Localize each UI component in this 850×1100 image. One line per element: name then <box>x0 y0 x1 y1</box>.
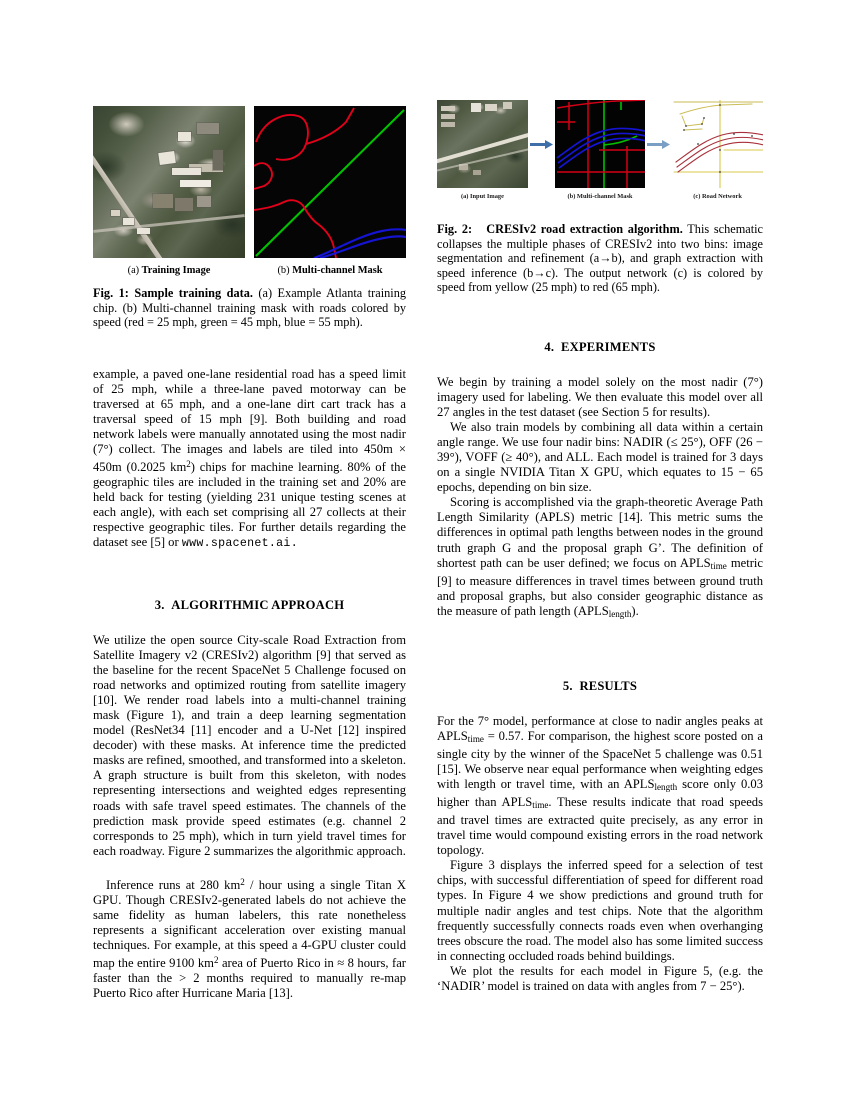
paragraph-inference-text-2: / hour using a single Titan X GPU. Though CRESIv2-generated labels do not achieve the same fidelity as human labelers, this rate nonetheless represents a significant acceleration over existing manual techniques. For example, at this speed a 4-GPU cluster could map the entire 9100 km <box>93 877 406 970</box>
mask2-svg <box>555 100 646 188</box>
section-5-title: RESULTS <box>579 679 638 693</box>
paragraph-results-2: Figure 3 displays the inferred speed for a selection of test chips, with successful differentiation of speed for different road types. In Figure 4 we show predictions and ground truth for multiple nadir angles and test chips. Note that the algorithm frequently successfully connects roads even when overhanging trees obscure the road. The model also has some limited success in connecting occluded roads behind buildings. <box>437 858 763 963</box>
left-column-inference-paragraph-block <box>93 875 406 1001</box>
figure-1-caption-body: (a) Example Atlanta training chip. (b) Multi-channel training mask with roads colored by speed (red = 25 mph, green = 45 mph, blue = 55 mph). <box>93 286 406 330</box>
paragraph-experiments-3-b: metric [9] to measure differences in travel times between ground truth and proposal graphs, but also consider geographic distance as the measure of path length (APLS <box>437 555 763 618</box>
section-5-heading-block <box>437 679 763 694</box>
paragraph-inference-text-3: area of Puerto Rico in ≈ 8 hours, far faster than the > 2 months required to manually re-map Puerto Rico after Hurricane Maria [13]. <box>93 955 406 1000</box>
figure-1-tag-b: (b) <box>277 265 290 276</box>
figure-2-label-c: (c) Road Network <box>693 193 742 200</box>
right-column-experiments-block <box>437 375 763 622</box>
figure-1-panels <box>93 106 406 258</box>
paragraph-dataset-text-1: example, a paved one-lane residential road has a speed limit of 25 mph, while a three-lane paved motorway can be traversed at 65 mph, and a one-lane dirt cart track has a traversal speed of 15 mph [9]. Both building and road network labels were manually annotated using the most nadir (7°) collect. The images and labels are tiled into 450m × 450m (0.2025 km <box>93 367 406 475</box>
mask-svg <box>254 106 406 258</box>
figure-1-label-a-text: Training Image <box>141 265 211 276</box>
figure-2-panel-road-network <box>672 100 763 188</box>
figure-2-caption-label: Fig. 2 <box>437 222 468 236</box>
paragraph-experiments-3-c: ). <box>631 603 639 618</box>
section-5-heading <box>437 679 763 694</box>
section-3-title: ALGORITHMIC APPROACH <box>171 598 345 612</box>
paragraph-results-3: We plot the results for each model in Figure 5, (e.g. the ‘NADIR’ model is trained on data with angles from 7 − 25°). <box>437 963 763 993</box>
paragraph-results-1-d: . These results indicate that road speeds and travel times are extracted quite precisely, as any error in travel time would compound existing errors in the road network topology. <box>437 795 763 858</box>
paragraph-inference <box>93 875 406 1001</box>
paragraph-results-1-a: For the 7° model, performance at close to nadir angles peaks at APLS <box>437 714 763 744</box>
section-4-number: 4. <box>544 340 555 354</box>
apls-length-subscript-2: length <box>654 782 678 793</box>
figure-2-panel-labels <box>437 193 763 200</box>
figure-2-panel-input-image <box>437 100 528 188</box>
figure-2-panel-multichannel-mask <box>555 100 646 188</box>
figure-1-panel-labels <box>93 265 406 276</box>
section-3-number: 3. <box>154 598 165 612</box>
paragraph-experiments-3 <box>437 495 763 621</box>
figure-1-panel-training-image <box>93 106 245 258</box>
figure-1-caption-title: Sample training data. <box>134 286 253 300</box>
paragraph-results-1 <box>437 714 763 858</box>
figure-1-caption-label: Fig. 1 <box>93 286 125 300</box>
figure-1 <box>93 106 406 276</box>
figure-2-arrow-a-to-b <box>528 100 555 188</box>
arrow-right-icon-2 <box>647 139 670 150</box>
figure-2-label-b: (b) Multi-channel Mask <box>567 193 633 200</box>
section-5-number: 5. <box>562 679 573 693</box>
section-3-heading-block <box>93 598 406 613</box>
paragraph-inference-text-1: Inference runs at 280 km <box>106 877 241 892</box>
superscript-squared-3: 2 <box>213 955 219 966</box>
figure-1-caption: Fig. 1: Sample training data. (a) Example Atlanta training chip. (b) Multi-channel training mask with roads colored by speed (red = 25 mph, green = 45 mph, blue = 55 mph). <box>93 286 406 330</box>
paragraph-algorithmic-approach: We utilize the open source City-scale Road Extraction from Satellite Imagery v2 (CRESIv2) algorithm [9] that served as the baseline for the recent SpaceNet 5 Challenge focused on road networks and optimized routing from satellite imagery [10]. We render road labels into a multi-channel training mask (Figure 1), and train a deep learning segmentation model (ResNet34 [11] encoder and a U-Net [12] inspired decoder) with these masks. At inference time the predicted masks are refined, smoothed, and transformed into a skeleton. A graph structure is built from this skeleton, with nodes representing intersections and weighted edges representing roads with safe travel speed estimates. The channels of the prediction mask provide speed estimates (e.g. channel 2 corresponds to 25 mph), which in turn yield travel times for each roadway. Figure 2 summarizes the algorithmic approach. <box>93 633 406 858</box>
figure-1-label-a <box>93 265 245 276</box>
left-column-dataset-paragraph-block <box>93 367 406 551</box>
right-column-results-block <box>437 714 763 994</box>
figure-1-panel-multichannel-mask <box>254 106 406 258</box>
left-column-approach-paragraph-block <box>93 633 406 859</box>
figure-1-label-b <box>254 265 406 276</box>
figure-2-label-a: (a) Input Image <box>460 193 504 200</box>
section-4-heading-block <box>437 340 763 355</box>
apls-time-subscript-2: time <box>467 734 484 745</box>
paragraph-dataset-text-2: ) chips for machine learning. 80% of the geographic tiles are included in the training set and 20% are held back for testing (yielding 231 unique testing scenes at each angle), with each set comprising all 27 collects at their respective geographic tiles. For further details regarding the dataset see [5] or <box>93 460 407 550</box>
network-svg <box>672 100 763 188</box>
section-4-title: EXPERIMENTS <box>560 340 656 354</box>
superscript-squared-2: 2 <box>240 877 245 887</box>
paragraph-experiments-3-a: Scoring is accomplished via the graph-theoretic Average Path Length Similarity (APLS) metric [14]. This metric sums the differences in optimal path lengths between nodes in the ground truth graph G and the proposal graph G’. The definition of shortest path can be user defined; we focus on APLS <box>437 495 763 570</box>
apls-time-subscript-3: time <box>532 800 549 811</box>
paragraph-results-1-b: = 0.57. For comparison, the highest score posted on a single city by the winner of the SpaceNet 5 challenge was 0.51 [15]. We observe near equal performance when weighting edges with length or travel time, with an APLS <box>437 729 763 792</box>
figure-2-caption: Fig. 2: CRESIv2 road extraction algorithm. This schematic collapses the multiple phases of CRESIv2 into two bins: image segmentation and refinement (a→b), and graph extraction with speed inference (b→c). The output network (c) is colored by speed from yellow (25 mph) to red (65 mph). <box>437 222 764 295</box>
figure-2-caption-title: CRESIv2 road extraction algorithm. <box>486 222 683 236</box>
figure-2 <box>437 100 763 200</box>
apls-time-subscript-1: time <box>710 560 727 571</box>
figure-1-tag-a: (a) <box>127 265 140 276</box>
figure-2-arrow-b-to-c <box>645 100 672 188</box>
apls-length-subscript-1: length <box>608 608 632 619</box>
paragraph-dataset-continued <box>93 367 406 551</box>
building-overlay <box>93 106 245 258</box>
arrow-right-icon <box>530 139 553 150</box>
paragraph-experiments-2: We also train models by combining all data within a certain angle range. We use four nadir bins: NADIR (≤ 25°), OFF (26 − 39°), VOFF (≥ 40°), and ALL. Each model is trained for 3 days on a single NVIDIA Titan X GPU, which equates to 15 − 65 epochs, depending on bin size. <box>437 420 763 495</box>
section-4-heading <box>437 340 763 355</box>
section-3-heading <box>93 598 406 613</box>
superscript-squared-1: 2 <box>186 459 191 470</box>
figure-2-caption-body: This schematic collapses the multiple phases of CRESIv2 into two bins: image segmentation and refinement (a→b), and graph extraction with speed inference (b→c). The output network (c) is colored by speed from yellow (25 mph) to red (65 mph). <box>437 222 764 295</box>
paragraph-experiments-1: We begin by training a model solely on the most nadir (7°) imagery used for labeling. We then evaluate this model over all 27 angles in the test dataset (see Section 5 for results). <box>437 375 763 420</box>
paragraph-results-1-c: score only 0.03 higher than APLS <box>437 777 763 810</box>
spacenet-url[interactable]: www.spacenet.ai. <box>181 537 298 551</box>
figure-2-panels <box>437 100 763 188</box>
figure-1-label-b-text: Multi-channel Mask <box>292 265 383 276</box>
